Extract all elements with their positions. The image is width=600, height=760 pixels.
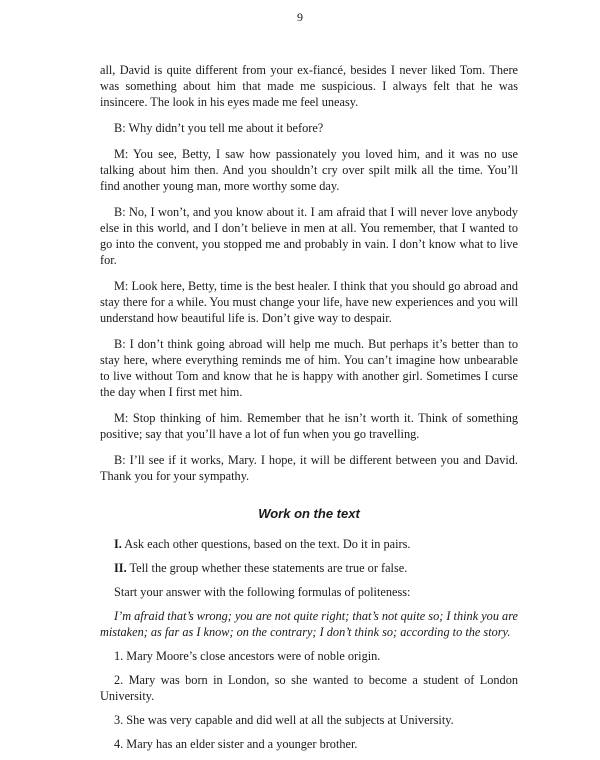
task-2 — [100, 560, 518, 576]
task-1 — [100, 536, 518, 552]
page-number: 9 — [297, 10, 303, 24]
page-body — [100, 62, 518, 760]
instruction: Start your answer with the following formulas of politeness: — [114, 585, 411, 599]
dialogue-paragraph: B: Why didn’t you tell me about it before? — [114, 121, 324, 135]
statement: 4. Mary has an elder sister and a younger brother. — [114, 737, 358, 751]
dialogue-paragraph: all, David is quite different from your ex-fiancé, besides I never liked Tom. There was something about him that made me suspicious. I always felt that he was insincere. The look in his eyes made me feel uneasy. — [100, 63, 518, 109]
dialogue-paragraph: M: You see, Betty, I saw how passionately you loved him, and it was no use talking about him then. And you shouldn’t cry over spilt milk all the time. You’ll find another young man, more worthy some day. — [100, 147, 518, 193]
statement: 3. She was very capable and did well at all the subjects at University. — [114, 713, 454, 727]
task-1-text: Ask each other questions, based on the text. Do it in pairs. — [121, 537, 411, 551]
section-heading: Work on the text — [258, 506, 360, 521]
task-2-number: II. — [114, 561, 127, 575]
dialogue-paragraph: M: Stop thinking of him. Remember that he isn’t worth it. Think of something positive; say that you’ll have a lot of fun when you go travelling. — [100, 411, 518, 441]
dialogue-paragraph: B: No, I won’t, and you know about it. I am afraid that I will never love anybody else in this world, and I don’t believe in men at all. You remember, that I wanted to go into the convent, you stopped me and probably in vain. I don’t know what to live for. — [100, 205, 518, 267]
dialogue-paragraph: M: Look here, Betty, time is the best healer. I think that you should go abroad and stay there for a while. You must change your life, have new experiences and you will understand how beautiful life is. Don’t give way to despair. — [100, 279, 518, 325]
politeness-formulas: I’m afraid that’s wrong; you are not quite right; that’s not quite so; I think you are mistaken; as far as I know; on the contrary; I don’t think so; according to the story. — [100, 609, 518, 639]
exercises — [100, 536, 518, 752]
task-1-number: I. — [114, 537, 122, 551]
dialogue-paragraph: B: I don’t think going abroad will help me much. But perhaps it’s better than to stay here, where everything reminds me of him. You can’t imagine how unbearable to live without Tom and know that he is happy with another girl. Sometimes I curse the day when I first met him. — [100, 337, 518, 399]
statement: 2. Mary was born in London, so she wanted to become a student of London University. — [100, 673, 518, 703]
statement: 1. Mary Moore’s close ancestors were of noble origin. — [114, 649, 381, 663]
task-2-text: Tell the group whether these statements are true or false. — [126, 561, 408, 575]
dialogue-paragraph: B: I’ll see if it works, Mary. I hope, it will be different between you and David. Thank you for your sympathy. — [100, 453, 518, 483]
